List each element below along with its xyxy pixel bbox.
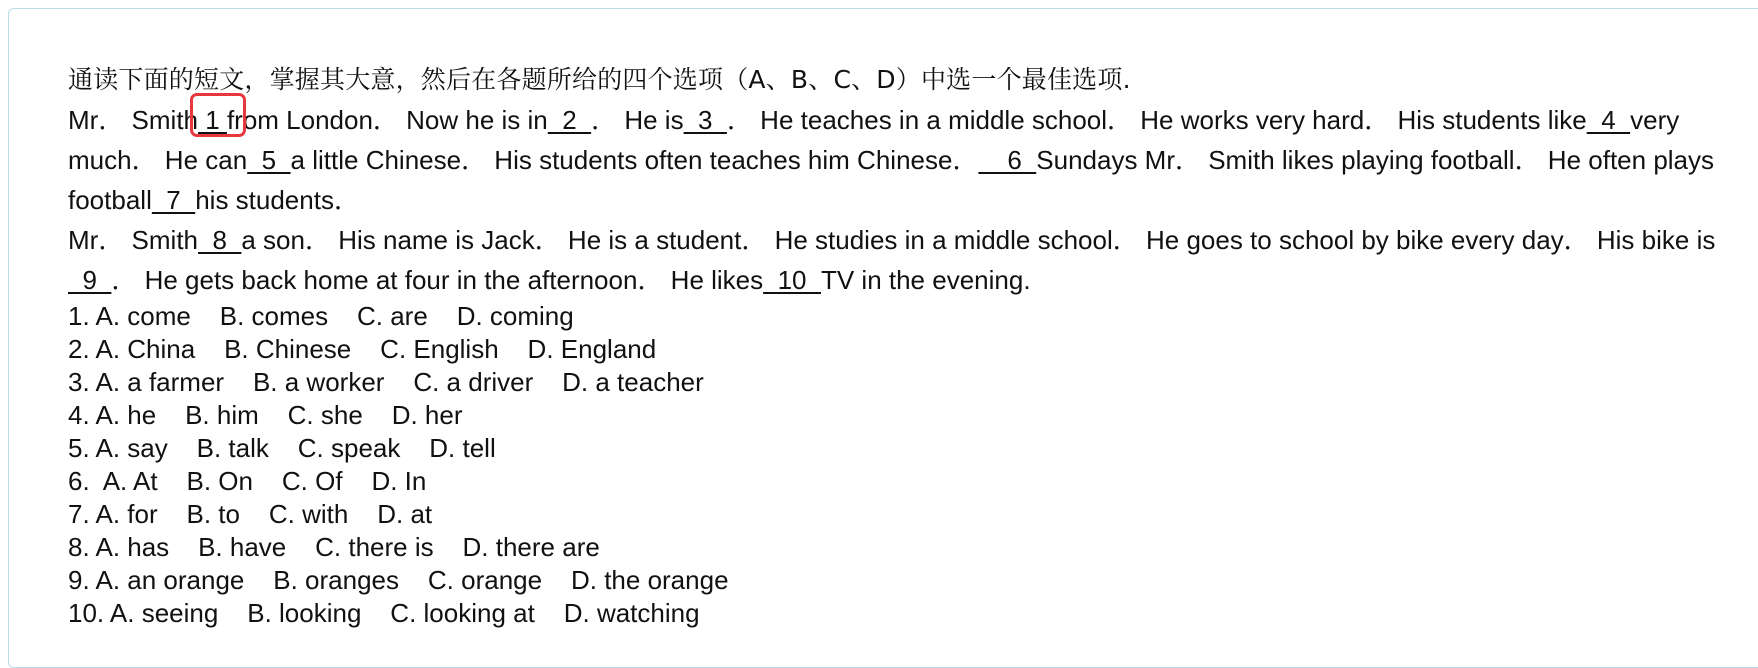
passage-text: Sundays Mr． Smith likes playing football． He often plays football: [68, 145, 1715, 215]
blank-3[interactable]: 3: [683, 105, 727, 135]
blank-8[interactable]: 8: [198, 225, 242, 255]
passage-paragraph-2: [68, 220, 1728, 300]
option-row-10: 10. A. seeing B. looking C. looking at D. watching: [68, 598, 700, 628]
option-row-7: 7. A. for B. to C. with D. at: [68, 499, 433, 529]
option-row-2: 2. A. China B. Chinese C. English D. England: [68, 334, 657, 364]
blank-2[interactable]: 2: [547, 105, 592, 135]
passage-text: a little Chinese． His students often teaches him Chinese．: [290, 145, 979, 175]
passage-text: ． He gets back home at four in the afternoon． He likes: [111, 265, 764, 295]
options-list: [68, 300, 1728, 630]
passage-text: a son． His name is Jack． He is a student． He studies in a middle school． He goes to school by bike every day． His bike is: [241, 225, 1716, 255]
passage: [68, 100, 1728, 300]
option-row-3: 3. A. a farmer B. a worker C. a driver D. a teacher: [68, 367, 704, 397]
option-row-8: 8. A. has B. have C. there is D. there are: [68, 532, 600, 562]
option-row-5: 5. A. say B. talk C. speak D. tell: [68, 433, 496, 463]
blank-5[interactable]: 5: [247, 145, 291, 175]
blank-7[interactable]: 7: [151, 185, 196, 215]
option-row-1: 1. A. come B. comes C. are D. coming: [68, 301, 574, 331]
passage-text: from London． Now he is in: [226, 105, 548, 135]
blank-6[interactable]: 6: [978, 145, 1037, 175]
blank-10[interactable]: 10: [763, 265, 821, 295]
instruction-text: 通读下面的短文，掌握其大意，然后在各题所给的四个选项（A、B、C、D）中选一个最佳选项.: [68, 65, 1131, 94]
blank-1-highlighted[interactable]: 1: [198, 100, 227, 140]
passage-text: TV in the evening.: [820, 265, 1031, 295]
passage-text: his students．: [195, 185, 360, 215]
passage-text: Mr． Smith: [68, 225, 199, 255]
option-row-6: 6. A. At B. On C. Of D. In: [68, 466, 427, 496]
passage-text: ． He teaches in a middle school． He works very hard． His students like: [726, 105, 1587, 135]
blank-9[interactable]: 9: [68, 265, 112, 295]
question-content: [68, 60, 1728, 630]
passage-text: ． He is: [591, 105, 684, 135]
option-row-9: 9. A. an orange B. oranges C. orange D. the orange: [68, 565, 729, 595]
passage-text: very much． He can: [68, 105, 1680, 175]
passage-paragraph-1: [68, 100, 1728, 220]
option-row-4: 4. A. he B. him C. she D. her: [68, 400, 463, 430]
passage-text: Mr． Smith: [68, 105, 199, 135]
blank-4[interactable]: 4: [1586, 105, 1631, 135]
